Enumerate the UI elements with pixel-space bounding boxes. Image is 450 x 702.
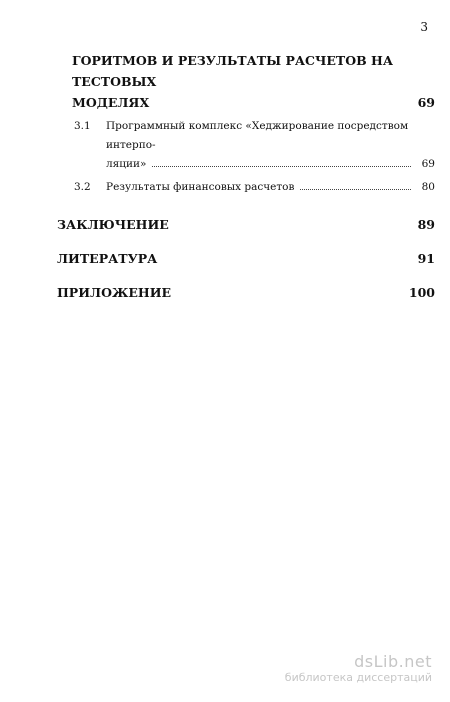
- toc-entry-title: ЛИТЕРАТУРА: [57, 251, 158, 266]
- toc-subsection-page: 69: [421, 158, 435, 170]
- toc-entry-conclusion: [57, 215, 435, 235]
- toc-subsection-title-line1: Программный комплекс «Хеджирование посредством интерпо-: [106, 120, 409, 151]
- toc-chapter-title-text: МОДЕЛЯХ: [72, 95, 150, 110]
- toc-subsection-page: 80: [421, 181, 435, 193]
- watermark: [285, 652, 432, 684]
- toc-subsection-title: Результаты финансовых расчетов: [106, 181, 295, 193]
- page-number: 3: [420, 20, 428, 34]
- toc-chapter-title-line2: [72, 92, 435, 113]
- toc-subsection-3-2: [57, 178, 435, 197]
- toc-subsection-number: 3.2: [74, 181, 91, 193]
- toc-subsection-title-line2: ляции»: [106, 158, 147, 170]
- toc-chapter-title-line1: ГОРИТМОВ И РЕЗУЛЬТАТЫ РАСЧЕТОВ НА ТЕСТОВЫХ: [72, 53, 394, 89]
- toc-subsection-3-1: [57, 117, 435, 174]
- toc-chapter-continuation: [57, 50, 435, 113]
- toc-entry-title: ПРИЛОЖЕНИЕ: [57, 285, 172, 300]
- toc-entry-page: 89: [417, 217, 435, 232]
- watermark-logo: dsLib.net: [354, 652, 432, 671]
- dot-leader: [300, 189, 411, 190]
- toc-entry-title: ЗАКЛЮЧЕНИЕ: [57, 217, 169, 232]
- watermark-caption: библиотека диссертаций: [284, 671, 432, 684]
- toc-entry-literature: [57, 249, 435, 269]
- toc-entry-page: 91: [417, 251, 435, 266]
- toc-entry-page: 100: [408, 285, 435, 300]
- table-of-contents: [57, 50, 435, 303]
- dot-leader: [152, 166, 411, 167]
- toc-entry-appendix: [57, 283, 435, 303]
- toc-chapter-page: 69: [417, 95, 435, 110]
- toc-subsection-number: 3.1: [74, 120, 91, 132]
